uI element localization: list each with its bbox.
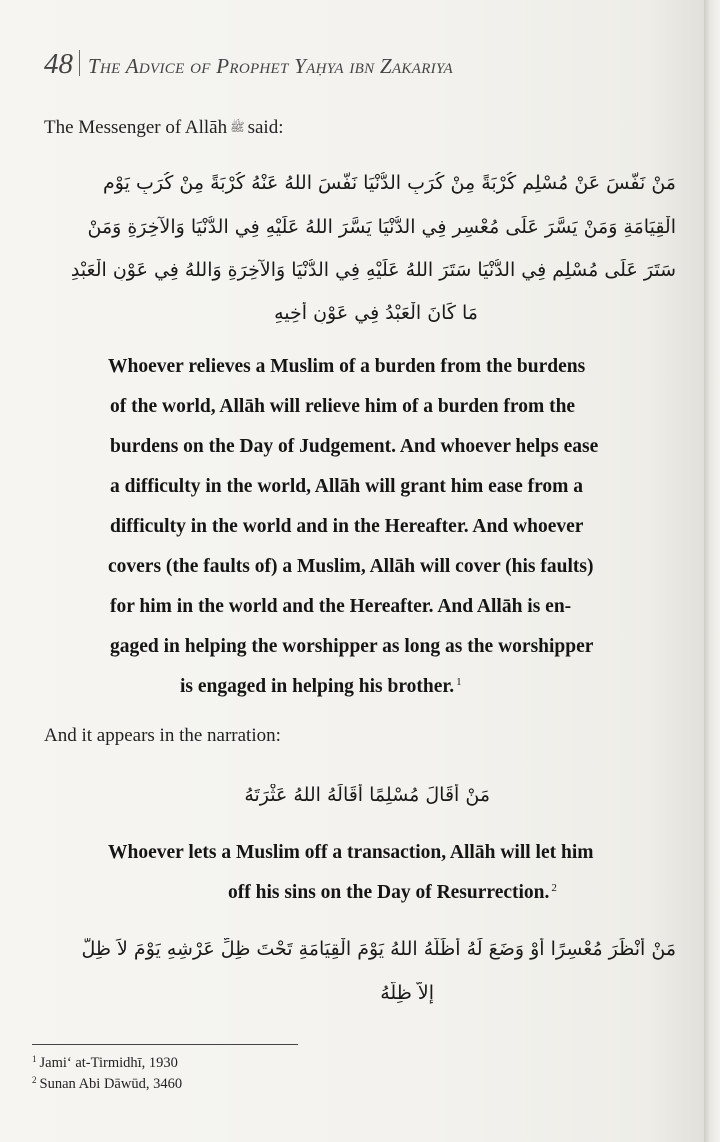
- footnote-1: [32, 1054, 178, 1072]
- hadith1-arabic-line-2: الْقِيَامَةِ وَمَنْ يَسَّرَ عَلَى مُعْسِرٍ فِي الدُّنْيَا يَسَّرَ اللهُ عَلَيْهِ فِي الدُّنْيَا وَالآخِرَةِ وَمَنْ: [87, 216, 676, 238]
- footnote-text: Jami‘ at-Tirmidhī, 1930: [39, 1055, 178, 1071]
- footnote-2: [32, 1075, 182, 1093]
- footnote-ref-2[interactable]: 2: [551, 882, 557, 894]
- page-edge: [704, 0, 720, 1142]
- hadith1-translation-line: of the world, Allāh will relieve him of a burden from the: [110, 396, 576, 417]
- hadith1-translation-line: gaged in helping the worshipper as long as the worshipper: [110, 636, 594, 657]
- hadith2-arabic: مَنْ أَقَالَ مُسْلِمًا أَقَالَهُ اللهُ عَثْرَتَهُ: [244, 784, 490, 806]
- hadith3-arabic-line-2: إِلاَّ ظِلُّهُ: [380, 982, 434, 1004]
- hadith2-translation-last-line: [228, 882, 557, 904]
- narration-intro: And it appears in the narration:: [44, 725, 281, 746]
- book-title: The Advice of Prophet Yaḥya ibn Zakariya: [88, 54, 454, 78]
- footnote-text: Sunan Abi Dāwūd, 3460: [39, 1076, 183, 1092]
- hadith1-arabic-line-4: مَا كَانَ الْعَبْدُ فِي عَوْنِ أَخِيهِ: [274, 302, 478, 324]
- hadith1-translation-line: a difficulty in the world, Allāh will grant him ease from a: [110, 476, 584, 497]
- footnote-ref-1[interactable]: 1: [456, 676, 462, 688]
- intro-line: [44, 117, 283, 139]
- hadith2-translation-text: off his sins on the Day of Resurrection.: [228, 882, 550, 903]
- hadith3-arabic-line-1: مَنْ أَنْظَرَ مُعْسِرًا أَوْ وَضَعَ لَهُ أَظَلَّهُ اللهُ يَوْمَ الْقِيَامَةِ تَحْتَ ظِلِّ عَرْشِهِ يَوْمَ لاَ ظِلَّ: [81, 938, 676, 960]
- intro-text: The Messenger of Allāh: [44, 117, 228, 138]
- running-header: [44, 48, 660, 88]
- header-divider: [79, 50, 80, 76]
- intro-said: said:: [247, 117, 284, 138]
- hadith1-arabic-line-1: مَنْ نَفَّسَ عَنْ مُسْلِمٍ كُرْبَةً مِنْ كُرَبِ الدُّنْيَا نَفَّسَ اللهُ عَنْهُ كُرْبَةً مِنْ كُرَبِ يَوْمِ: [103, 172, 676, 194]
- footnote-marker: 1: [32, 1054, 37, 1064]
- salawat-glyph: ﷺ: [230, 120, 245, 134]
- hadith1-translation-line: difficulty in the world and in the Hereafter. And whoever: [110, 516, 584, 537]
- hadith1-translation-line: for him in the world and the Hereafter. And Allāh is en-: [110, 596, 572, 617]
- hadith2-translation-line: Whoever lets a Muslim off a transaction, Allāh will let him: [108, 842, 594, 863]
- footnote-marker: 2: [32, 1075, 37, 1085]
- hadith1-translation-line: Whoever relieves a Muslim of a burden from the burdens: [108, 356, 586, 377]
- page-number: 48: [44, 48, 73, 80]
- hadith1-translation-line: burdens on the Day of Judgement. And whoever helps ease: [110, 436, 599, 457]
- hadith1-translation-last-line: [180, 676, 462, 698]
- hadith1-translation-text: is engaged in helping his brother.: [180, 676, 455, 697]
- footnote-rule: [32, 1044, 298, 1045]
- hadith1-translation-line: covers (the faults of) a Muslim, Allāh will cover (his faults): [108, 556, 594, 577]
- hadith1-arabic-line-3: سَتَرَ عَلَى مُسْلِمٍ فِي الدُّنْيَا سَتَرَ اللهُ عَلَيْهِ فِي الدُّنْيَا وَالآخِرَةِ وَاللهُ فِي عَوْنِ الْعَبْدِ: [70, 259, 676, 281]
